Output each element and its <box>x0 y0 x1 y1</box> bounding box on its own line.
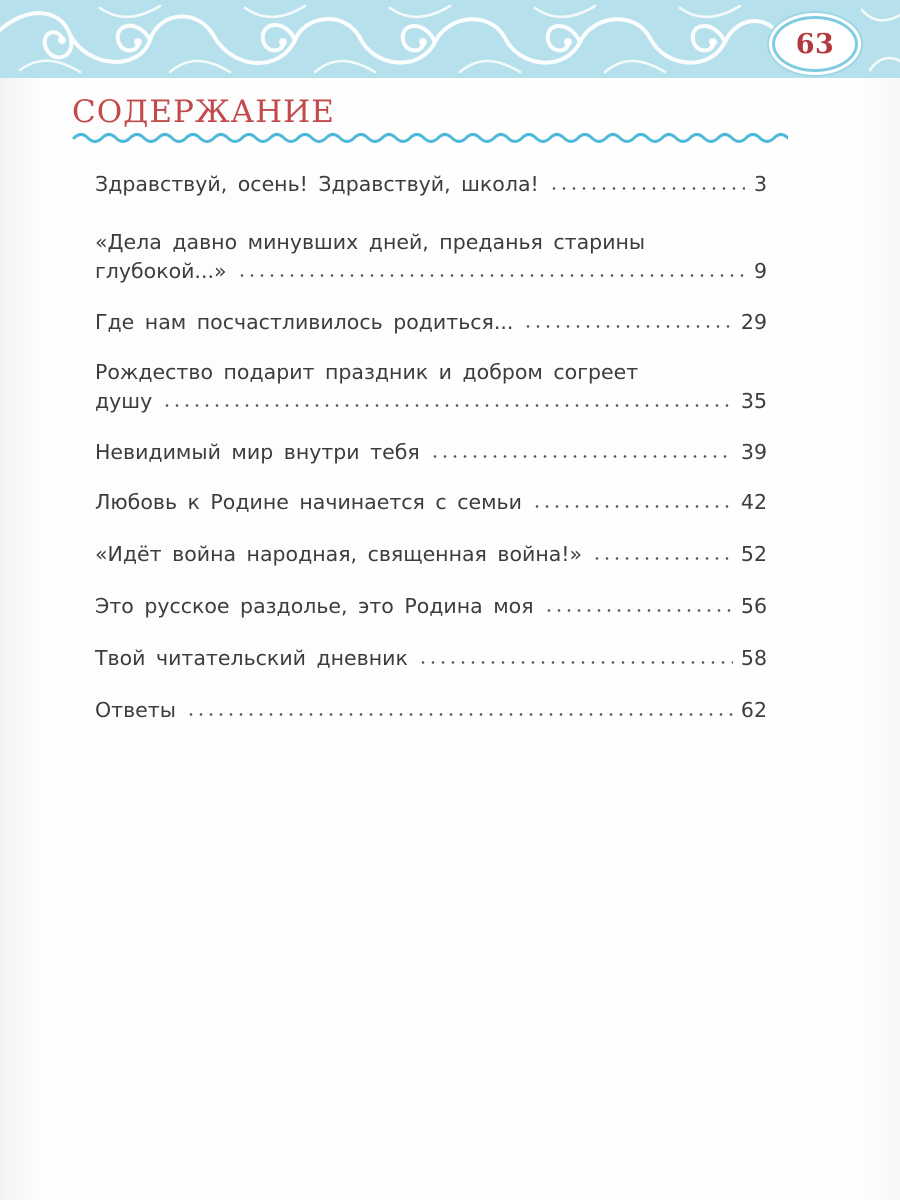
toc-entry-page-number: 39 <box>740 440 767 464</box>
dot-leader <box>430 439 737 459</box>
toc-entry <box>95 696 767 725</box>
toc-entry <box>95 438 767 467</box>
toc-entry <box>95 170 767 199</box>
toc-entry <box>95 644 767 673</box>
toc-entry-page-number: 35 <box>740 389 767 413</box>
toc-entry <box>95 488 767 517</box>
dot-leader <box>186 697 737 717</box>
dot-leader <box>418 645 737 665</box>
toc-entry-title-first-line: «Дела давно минувших дней, преданья старины <box>95 230 646 254</box>
toc-entry-title-first-line: Рождество подарит праздник и добром согреет <box>95 360 639 384</box>
toc-entry <box>95 308 767 337</box>
toc-entry-title: Ответы <box>95 698 176 722</box>
toc-entry-title: глубокой...» <box>95 259 227 283</box>
page-number: 63 <box>795 28 835 60</box>
page-number-badge <box>772 16 858 72</box>
contents-title: СОДЕРЖАНИЕ <box>72 94 335 130</box>
ornamental-header-band <box>0 0 900 78</box>
toc-entry-page-number: 56 <box>740 594 767 618</box>
toc-entry-title: Это русское раздолье, это Родина моя <box>95 594 534 618</box>
toc-entry <box>95 592 767 621</box>
toc-entry-title: «Идёт война народная, священная война!» <box>95 542 583 566</box>
ornament-swirls-icon <box>0 0 900 78</box>
dot-leader <box>532 489 737 509</box>
dot-leader <box>162 388 737 408</box>
dot-leader <box>523 309 736 329</box>
toc-entry-title: Где нам посчастливилось родиться... <box>95 310 514 334</box>
toc-entry-page-number: 3 <box>753 172 767 196</box>
dot-leader <box>237 258 749 278</box>
dot-leader <box>544 593 737 613</box>
toc-entry <box>95 358 767 416</box>
toc-entry-title: душу <box>95 389 153 413</box>
toc-entry-title: Твой читательский дневник <box>95 646 408 670</box>
toc-entry-title: Невидимый мир внутри тебя <box>95 440 420 464</box>
toc-entry-title: Здравствуй, осень! Здравствуй, школа! <box>95 172 539 196</box>
toc-entry <box>95 540 767 569</box>
dot-leader <box>592 541 737 561</box>
toc-entry-page-number: 29 <box>740 310 767 334</box>
wave-divider-icon <box>72 128 788 148</box>
toc-entry-page-number: 42 <box>740 490 767 514</box>
toc-entry-page-number: 52 <box>740 542 767 566</box>
toc-entry-page-number: 58 <box>740 646 767 670</box>
dot-leader <box>549 171 749 191</box>
toc-entry-title: Любовь к Родине начинается с семьи <box>95 490 522 514</box>
toc-entry-page-number: 9 <box>753 259 767 283</box>
toc-entry-page-number: 62 <box>740 698 767 722</box>
toc-entry <box>95 228 767 286</box>
